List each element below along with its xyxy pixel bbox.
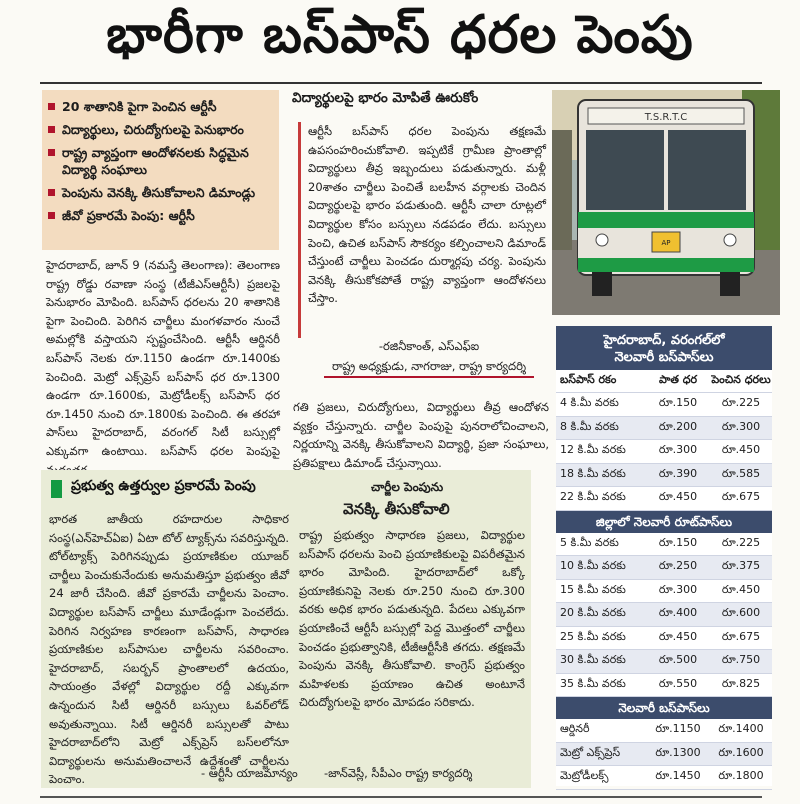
city-rows — [556, 393, 772, 511]
table-row — [556, 650, 772, 674]
highlight-item — [48, 144, 273, 178]
new-price: రూ.600 — [721, 606, 761, 620]
monthly-title: నెలవారీ బస్‌పాస్‌లు — [556, 697, 772, 719]
withdraw-subtitle: చార్జీల పెంపును — [371, 480, 444, 494]
fare-title-line1: హైదరాబాద్‌, వరంగల్‌లో — [603, 333, 725, 348]
new-price: రూ.750 — [721, 653, 761, 667]
highlight-text: రాష్ట్ర వ్యాప్తంగా ఆందోళనలకు సిద్ధమైన విద్యార్థి సంఘాలు — [62, 145, 249, 177]
table-row — [556, 417, 772, 441]
table-row — [556, 440, 772, 464]
old-price: రూ.1300 — [655, 745, 701, 759]
highlight-text: జీవో ప్రకారమే పెంపు: ఆర్టీసీ — [62, 208, 195, 223]
bullet-icon — [48, 103, 55, 110]
highlight-item — [48, 184, 273, 201]
table-row — [556, 674, 772, 698]
lead-story: హైదరాబాద్‌, జూన్‌ 9 (నమస్తే తెలంగాణ): తెలంగాణ రాష్ట్ర రోడ్డు రవాణా సంస్థ (టీజీఎస్‌ఆర్టీసీ) ప్రజలపై పెనుభారం మోపింది. బస్‌పాస్‌ ధరలను 20 శాతానికి పైగా పెంచింది. పెరిగిన చార్జీలు మంగళవారం నుంచే అమల్లోకి వస్తాయని స్పష్టంచేసింది. ఆర్టీసీ ఆర్డినరీ బస్‌పాస్‌ నెలకు రూ.1150 ఉండగా రూ.1400కు పెంచింది. మెట్రో ఎక్స్‌ప్రెస్‌ బస్‌పాస్‌ ధర రూ.1300 ఉండగా రూ.1600కు, మెట్రోడీలక్స్‌ బస్‌పాస్‌ ధర రూ.1450 నుంచి రూ.1800కు పెంచింది. ఈ తరహా పాస్‌లు హైదరాబాద్‌, వరంగల్‌ సిటీ బస్సుల్లో ఎక్కువగా ఉంటాయి. బస్‌పాస్‌ ధరల పెంపుపై — [46, 258, 280, 458]
table-row — [556, 603, 772, 627]
col-header-new: పెంచిన ధరలు — [711, 373, 771, 386]
highlights-box — [42, 90, 279, 250]
opinion-title: విద్యార్థులపై భారం మోపితే ఊరుకోం — [292, 90, 479, 106]
govt-section-body: భారత జాతీయ రహదారుల సాధికార సంస్థ(ఎన్‌హెచ్‌ఏఐ) ఏటా టోల్‌ ట్యాక్స్‌ను సవరిస్తున్నది. టోల్‌ట్యాక్స్‌ పెరిగినప్పుడు ప్రయాణికుల యూజర్‌ చార్జీలు పెంచుకునేందుకు అనుమతిస్తూ ప్రభుత్వం జీవో 24 జారీ చేసింది. జీవో ప్రకారమే చార్జీలను పెంచాం. విద్యార్థుల బస్‌పాస్‌ చార్జీలు మూడేండ్లుగా పెంచలేదు. పెరిగిన నిర్వహణ కారణంగా బస్‌పాస్‌, సాధారణ ప్రయాణికుల బస్‌పాసుల చార్జీలను సవరించాం. హైదరాబాద్‌, సబర్బన్‌ ప్రాంతాలలో ఉదయం, సాయంత్రం వేళల్లో విద్యార్థుల రద్దీ ఎక్కువగా ఉన్నందున సిటీ ఆర్డినరీ బస్సులు ఓవర్‌లోడ్‌ అవుతున్నాయి. సిటీ ఆర్డినరీ బస్సులతో పాటు హైదరాబాద్‌లోని మెట్రో ఎక్స్‌ప్రెస్‌ బస్‌లలోనూ విద్యార్థులను అనుమతించాలనే ఉద్దేశంతో చార్జీలను పెంచాం. — [49, 512, 289, 787]
bullet-icon — [48, 189, 55, 196]
highlight-item — [48, 121, 273, 138]
row-label: ఆర్డినరీ — [560, 722, 590, 736]
bus-photo — [552, 90, 780, 315]
bullet-icon — [48, 212, 55, 219]
row-label: 4 కి.మీ వరకు — [560, 396, 619, 410]
old-price: రూ.550 — [658, 676, 698, 690]
headline-rule — [40, 82, 762, 84]
old-price: రూ.450 — [658, 629, 698, 643]
fare-table-title — [556, 326, 772, 370]
opinion-signature — [324, 336, 534, 378]
old-price: రూ.1450 — [655, 769, 701, 783]
new-price: రూ.225 — [721, 396, 761, 410]
row-label: 10 కి.మీ వరకు — [560, 559, 626, 573]
bullet-icon — [48, 149, 55, 156]
old-price: రూ.400 — [658, 606, 698, 620]
new-price: రూ.1800 — [718, 769, 764, 783]
bullet-icon — [48, 126, 55, 133]
new-price: రూ.450 — [721, 443, 761, 457]
new-price: రూ.1600 — [718, 745, 764, 759]
row-label: 20 కి.మీ వరకు — [560, 606, 626, 620]
table-row — [556, 743, 772, 767]
old-price: రూ.500 — [658, 653, 698, 667]
new-price: రూ.825 — [721, 676, 761, 690]
district-rows — [556, 533, 772, 698]
row-label: 12 కి.మీ వరకు — [560, 443, 626, 457]
opinion-sign-line2: రాష్ట్ర అధ్యక్షుడు, నాగరాజు, రాష్ట్ర కార్యదర్శి — [324, 356, 534, 378]
fare-column-headers — [556, 370, 772, 393]
table-row — [556, 393, 772, 417]
table-row — [556, 556, 772, 580]
withdraw-body: రాష్ట్ర ప్రభుత్వం సాధారణ ప్రజలు, విద్యార్థుల బస్‌పాస్‌ ధరలను పెంచి ప్రయాణికులపై విపరీతమైన భారం మోపింది. హైదరాబాద్‌లో ఒక్కో ప్రయాణికునిపై నెలకు రూ.250 నుంచి రూ.300 వరకు అధిక భారం పడుతున్నది. పేదలు ఎక్కువగా ప్రయాణించే ఆర్టీసీ బస్సుల్లో పెద్ద మొత్తంలో చార్జీలు పెంచడం ప్రభుత్వానికి, టీజీఆర్టీసీకి తగదు. తక్షణమే పెంపును వెనక్కి తీసుకోవాలి. కాంగ్రెస్‌ ప్రభుత్వం మహిళలకు ప్రయాణం ఉచిత అంటూనే చిరుద్యోగులపై భారం మోపడం సరికాదు. — [299, 528, 525, 710]
highlight-text: పెంపును వెనక్కి తీసుకోవాలని డిమాండ్లు — [62, 185, 256, 200]
new-price: రూ.585 — [721, 466, 761, 480]
govt-order-section — [41, 470, 531, 788]
page-bottom-rule — [40, 796, 762, 798]
new-price: రూ.300 — [721, 419, 761, 433]
withdraw-sign: -జాన్‌వెస్లీ, సీపీఎం రాష్ట్ర కార్యదర్శి — [324, 766, 473, 780]
withdraw-title: వెనక్కి తీసుకోవాలి — [343, 500, 450, 518]
table-row — [556, 533, 772, 557]
route-board-text: T.S.R.T.C — [644, 112, 688, 123]
row-label: 18 కి.మీ వరకు — [560, 466, 626, 480]
highlight-item — [48, 207, 273, 224]
row-label: మెట్రో ఎక్స్‌ప్రెస్‌ — [560, 745, 621, 759]
old-price: రూ.300 — [658, 582, 698, 596]
col-header-type: బస్‌పాస్‌ రకం — [560, 373, 617, 386]
table-row — [556, 719, 772, 743]
old-price: రూ.150 — [658, 396, 698, 410]
fare-table — [556, 326, 772, 786]
old-price: రూ.1150 — [655, 722, 701, 736]
row-label: మెట్రోడీలక్స్‌ — [560, 769, 609, 783]
govt-section-title: ప్రభుత్వ ఉత్తర్వుల ప్రకారమే పెంపు — [71, 478, 256, 494]
lead-continued: గతి ప్రజలు, చిరుద్యోగులు, విద్యార్థులు తీవ్ర ఆందోళన వ్యక్తం చేస్తున్నారు. చార్జీల పెంపుపై పునరాలోచించాలని, నిర్ణయాన్ని వెనక్కి తీసుకోవాలని విద్యార్థి, ప్రజా సంఘాలు, ప్రతిపక్షాలు డిమాండ్‌ చేస్తున్నాయి. — [293, 400, 549, 470]
highlight-text: 20 శాతానికి పైగా పెంచిన ఆర్టీసీ — [62, 99, 217, 114]
table-row — [556, 487, 772, 511]
headline: భారీగా బస్‌పాస్‌ ధరల పెంపు — [106, 4, 694, 65]
opinion-sign-line1: -రజినీకాంత్‌, ఎస్‌ఎఫ్‌ఐ — [378, 339, 480, 353]
new-price: రూ.675 — [721, 629, 761, 643]
new-price: రూ.225 — [721, 535, 761, 549]
govt-section-sign: - ఆర్టీసీ యాజమాన్యం — [201, 766, 298, 780]
new-price: రూ.375 — [721, 559, 761, 573]
new-price: రూ.1400 — [718, 722, 764, 736]
district-title: జిల్లాలో నెలవారీ రూట్‌పాస్‌లు — [556, 511, 772, 533]
old-price: రూ.300 — [658, 443, 698, 457]
row-label: 22 కి.మీ వరకు — [560, 490, 626, 504]
monthly-rows — [556, 719, 772, 790]
col-header-old: పాత ధర — [658, 373, 698, 386]
table-row — [556, 627, 772, 651]
row-label: 15 కి.మీ వరకు — [560, 582, 626, 596]
highlight-text: విద్యార్థులు, చిరుద్యోగులపై పెనుభారం — [62, 122, 244, 137]
old-price: రూ.450 — [658, 490, 698, 504]
fare-title-line2: నెలవారీ బస్‌పాస్‌లు — [614, 350, 714, 365]
row-label: 8 కి.మీ వరకు — [560, 419, 619, 433]
section-marker-icon — [51, 480, 62, 498]
plate-text: AP — [661, 239, 671, 247]
old-price: రూ.200 — [658, 419, 698, 433]
row-label: 25 కి.మీ వరకు — [560, 629, 626, 643]
row-label: 30 కి.మీ వరకు — [560, 653, 626, 667]
row-label: 35 కి.మీ వరకు — [560, 676, 626, 690]
table-row — [556, 580, 772, 604]
row-label: 5 కి.మీ వరకు — [560, 535, 619, 549]
highlight-item — [48, 98, 273, 115]
table-row — [556, 766, 772, 790]
new-price: రూ.450 — [721, 582, 761, 596]
table-row — [556, 464, 772, 488]
old-price: రూ.150 — [658, 535, 698, 549]
old-price: రూ.250 — [658, 559, 698, 573]
new-price: రూ.675 — [721, 490, 761, 504]
opinion-body: ఆర్టీసీ బస్‌పాస్‌ ధరల పెంపును తక్షణమే ఉపసంహరించుకోవాలి. ఇప్పటికే గ్రామీణ ప్రాంతాల్లో విద్యార్థులు తీవ్ర ఇబ్బందులు పడుతున్నారు. మళ్లీ 20శాతం చార్జీలు పెంచితే బలహీన వర్గాలకు చెందిన విద్యార్థులపై భారం పడుతుంది. ఆర్టీసీ చాలా రూట్లలో విద్యార్థుల కోసం బస్సులు నడపడం లేదు. బస్సులు పెంచి, ఉచిత బస్‌పాస్‌ సౌకర్యం కల్పించాలని డిమాండ్‌ చేస్తుంటే చార్జీలు పెంచడం దుర్మార్గపు చర్య. పెంపును వెనక్కి తీసుకోకపోతే రాష్ట్ర వ్యాప్తంగా ఆందోళనలు చేస్తాం. — [308, 124, 546, 306]
old-price: రూ.390 — [658, 466, 698, 480]
